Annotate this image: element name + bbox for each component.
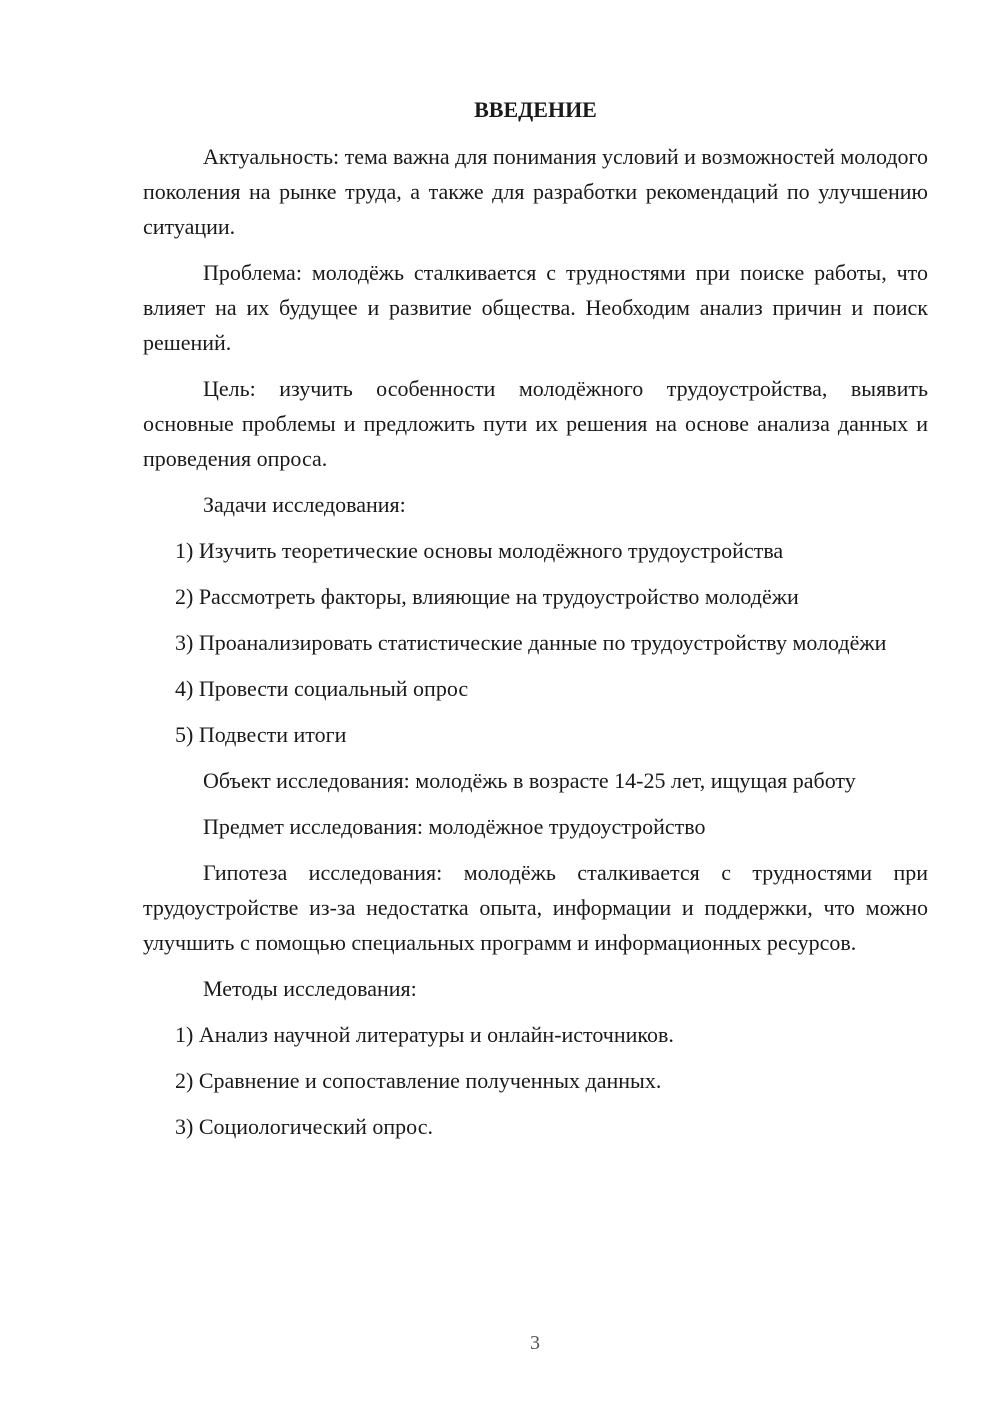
hypothesis-paragraph: Гипотеза исследования: молодёжь сталкивается с трудностями при трудоустройстве из-за недостатка опыта, информации и поддержки, что можно улучшить с помощью специальных программ и информационных ресурсов.: [143, 860, 928, 955]
method-item: 1) Анализ научной литературы и онлайн-источников.: [175, 1022, 674, 1047]
methods-label: Методы исследования:: [203, 976, 417, 1001]
goal-paragraph: Цель: изучить особенности молодёжного трудоустройства, выявить основные проблемы и предложить пути их решения на основе анализа данных и проведения опроса.: [143, 376, 928, 471]
method-item: 3) Социологический опрос.: [175, 1114, 433, 1139]
relevance-paragraph: Актуальность: тема важна для понимания условий и возможностей молодого поколения на рынке труда, а также для разработки рекомендаций по улучшению ситуации.: [143, 144, 928, 239]
tasks-label: Задачи исследования:: [203, 492, 406, 517]
subject-paragraph: Предмет исследования: молодёжное трудоустройство: [203, 814, 706, 839]
task-item: 2) Рассмотреть факторы, влияющие на трудоустройство молодёжи: [175, 584, 799, 609]
page-number: 3: [530, 1332, 540, 1354]
task-item: 3) Проанализировать статистические данные по трудоустройству молодёжи: [175, 630, 887, 655]
section-heading: ВВЕДЕНИЕ: [474, 97, 597, 122]
method-item: 2) Сравнение и сопоставление полученных данных.: [175, 1068, 662, 1093]
task-item: 1) Изучить теоретические основы молодёжного трудоустройства: [175, 538, 784, 563]
object-paragraph: Объект исследования: молодёжь в возрасте 14-25 лет, ищущая работу: [203, 768, 856, 793]
document-page: [143, 92, 928, 1155]
task-item: 5) Подвести итоги: [175, 722, 347, 747]
task-item: 4) Провести социальный опрос: [175, 676, 469, 701]
problem-paragraph: Проблема: молодёжь сталкивается с трудностями при поиске работы, что влияет на их будущее и развитие общества. Необходим анализ причин и поиск решений.: [143, 260, 928, 355]
